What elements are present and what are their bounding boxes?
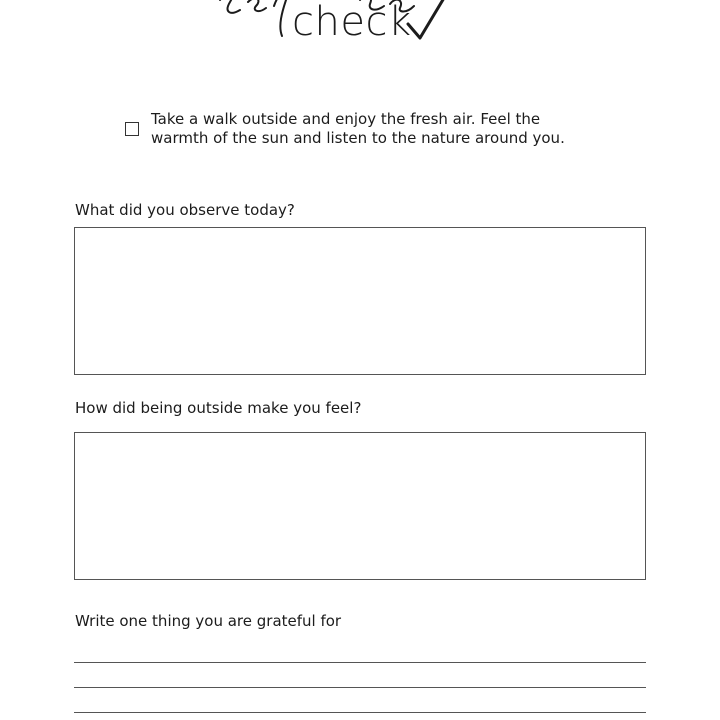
feel-answer-field[interactable] <box>74 432 646 580</box>
task-checkbox[interactable] <box>125 122 139 136</box>
task-description: Take a walk outside and enjoy the fresh air. Feel the warmth of the sun and listen to the nature around you. <box>151 110 565 147</box>
page-title <box>0 0 720 60</box>
title-word-check: check <box>292 0 412 45</box>
observe-answer-field[interactable] <box>74 227 646 375</box>
question-label-feel: How did being outside make you feel? <box>75 399 362 417</box>
gratitude-writing-line-2[interactable] <box>74 687 646 688</box>
gratitude-label: Write one thing you are grateful for <box>75 612 342 630</box>
gratitude-writing-line-1[interactable] <box>74 662 646 663</box>
question-label-observe: What did you observe today? <box>75 201 295 219</box>
checkmark-icon <box>400 0 450 44</box>
gratitude-writing-line-3[interactable] <box>74 712 646 713</box>
